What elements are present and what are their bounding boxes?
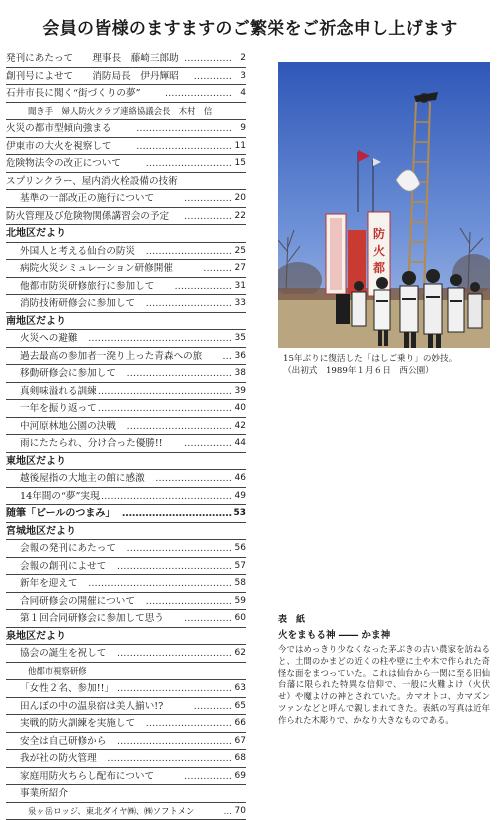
toc-page-number: 69 [235, 768, 246, 785]
toc-leader-dots: ……………………… [146, 243, 232, 260]
toc-leader-dots: …………………………… [126, 418, 232, 435]
toc-page-number: 38 [235, 365, 246, 382]
toc-entry [6, 558, 246, 576]
toc-entry-title: 第１回合同研修会に参加して思う [20, 610, 164, 627]
toc-page-number: 3 [240, 68, 246, 85]
toc-page-number: 49 [235, 488, 246, 505]
toc-page-number: 36 [235, 348, 246, 365]
toc-entry [6, 85, 246, 103]
caption-line-1: 15年ぶりに復活した「はしご乗り」の妙技。 [283, 353, 493, 365]
toc-entry-title: 泉ヶ岳ロッジ、東北ダイヤ㈱、㈱ソフトメン [28, 803, 194, 820]
toc-entry [6, 715, 246, 733]
toc-leader-dots: …………………………………… [98, 488, 232, 505]
toc-page-number: 25 [235, 243, 246, 260]
table-of-contents [6, 50, 246, 820]
toc-entry-title: 会報の創刊によせて [20, 558, 106, 575]
toc-entry [6, 750, 246, 768]
toc-page-number: 9 [240, 120, 246, 137]
toc-page-number: 65 [235, 698, 246, 715]
ladder-acrobatics-photo [278, 62, 490, 348]
toc-page-number: 31 [235, 278, 246, 295]
toc-leader-dots: …………… [184, 50, 232, 67]
toc-entry-title: 宮城地区だより [6, 523, 76, 540]
toc-entry [6, 435, 246, 453]
toc-entry [6, 190, 246, 208]
toc-entry-title: 協会の誕生を祝して [20, 645, 106, 662]
toc-entry [6, 418, 246, 436]
toc-entry [6, 50, 246, 68]
toc-leader-dots: ……………… [174, 278, 232, 295]
toc-page-number: 58 [235, 575, 246, 592]
toc-page-number: 15 [235, 155, 246, 172]
toc-leader-dots: … [222, 348, 232, 365]
toc-entry-title: 外国人と考える仙台の防災 [20, 243, 135, 260]
toc-entry [6, 698, 246, 716]
toc-entry [6, 208, 246, 226]
caption-line-2: （出初式 1989年１月６日 西公園） [283, 365, 493, 377]
toc-leader-dots: ………… [194, 698, 232, 715]
toc-leader-dots: ……………………………… [117, 645, 232, 662]
toc-entry-title: 消防技術研修会に参加して [20, 295, 135, 312]
toc-page-number: 39 [235, 383, 246, 400]
cover-title: 火をまもる神 ―― かま神 [278, 627, 490, 641]
toc-entry [6, 593, 246, 611]
toc-entry [6, 470, 246, 488]
toc-entry-title: 基準の一部改正の施行について [20, 190, 154, 207]
toc-leader-dots: ……………………… [146, 295, 232, 312]
toc-entry [6, 103, 246, 121]
toc-section-heading [6, 628, 246, 646]
toc-leader-dots: ……………………… [146, 155, 232, 172]
toc-entry-title: 南地区だより [6, 313, 66, 330]
toc-page-number: 20 [235, 190, 246, 207]
toc-entry-title: 聞き手 婦人防火クラブ連絡協議会長 木村 信 [28, 103, 212, 120]
toc-page-number: 66 [235, 715, 246, 732]
toc-leader-dots: ……… [203, 260, 232, 277]
toc-entry [6, 383, 246, 401]
toc-entry-title: 北地区だより [6, 225, 66, 242]
toc-entry [6, 680, 246, 698]
toc-leader-dots: ………… [194, 68, 232, 85]
toc-entry-title: 実戦的防火訓練を実施して [20, 715, 135, 732]
toc-entry-title: 「女性２名、参加!!」 [20, 680, 114, 697]
toc-page-number: 70 [235, 803, 246, 820]
toc-entry [6, 155, 246, 173]
toc-entry [6, 243, 246, 261]
toc-entry-title: 新年を迎えて [20, 575, 78, 592]
toc-entry-title: 事業所紹介 [20, 785, 68, 802]
photo-caption [283, 353, 493, 377]
svg-text:火: 火 [373, 243, 385, 258]
cover-label: 表 紙 [278, 612, 490, 625]
toc-leader-dots: …………………………………… [98, 400, 232, 417]
toc-entry-title: 創刊号によせて 消防局長 伊丹輝昭 [6, 68, 179, 85]
toc-entry-title: 過去最高の参加者一溌り上った青森への旅 [20, 348, 202, 365]
toc-entry-title: 中河原林地公園の決戦 [20, 418, 116, 435]
toc-entry-title: 病院火災シミュレーション研修開催 [20, 260, 173, 277]
svg-text:都: 都 [372, 260, 386, 275]
toc-section-heading [6, 313, 246, 331]
toc-entry [6, 645, 246, 663]
toc-entry-title: 発刊にあたって 理事長 藤崎三郎助 [6, 50, 179, 67]
toc-entry [6, 68, 246, 86]
toc-entry [6, 173, 246, 191]
toc-entry [6, 785, 246, 803]
toc-entry-title: 他都市視察研修 [28, 663, 87, 680]
toc-entry-title: 越後屋指の大地主の館に感激 [20, 470, 145, 487]
toc-entry-title: 危険物法令の改正について [6, 155, 121, 172]
toc-page-number: 11 [235, 138, 246, 155]
toc-entry [6, 348, 246, 366]
toc-leader-dots: ……………………………………… [88, 575, 232, 592]
toc-leader-dots: ……………………………… [117, 680, 232, 697]
toc-page-number: 56 [235, 540, 246, 557]
toc-leader-dots: …………………… [155, 470, 232, 487]
toc-entry-title: 一年を振り返って [20, 400, 97, 417]
toc-leader-dots: ……………………………………… [88, 330, 232, 347]
toc-page-number: 4 [240, 85, 246, 102]
toc-page-number: 42 [235, 418, 246, 435]
toc-section-heading [6, 505, 246, 523]
toc-leader-dots: …………………………………… [98, 383, 232, 400]
toc-page-number: 40 [235, 400, 246, 417]
toc-page-number: 27 [235, 260, 246, 277]
toc-entry-title: 我が社の防火管理 [20, 750, 97, 767]
toc-entry-title: 14年間の“夢”実現 [20, 488, 100, 505]
toc-leader-dots: ………………………… [136, 120, 232, 137]
toc-entry [6, 663, 246, 681]
toc-entry-title: 会報の発刊にあたって [20, 540, 116, 557]
cover-body: 今ではめっきり少なくなった茅ぶきの古い農家を訪ねると、土間のかまどの近くの柱や壁に土や木で作られた奇怪な面をまつっていた。これは仙台から一関に至る旧仙台藩に限られた特異な信仰で、一般に火難よけ（火伏せ）や魔よけの神とされていた。カマオトコ、カマズンツァンなどと呼んで親しまれてきた。表紙の写真は近年作られた木彫りで、かなり大きなものである。 [278, 644, 490, 727]
toc-page-number: 53 [233, 505, 246, 522]
page-header: 会員の皆様のますますのご繁栄をご祈念申し上げます [0, 14, 500, 39]
toc-entry-title: 他都市防災研修旅行に参加して [20, 278, 154, 295]
toc-entry-title: 田んぼの中の温泉宿は美人揃い!? [20, 698, 163, 715]
toc-entry-title: 防火管理及び危険物関係講習会の予定 [6, 208, 169, 225]
toc-leader-dots: …………… [184, 208, 232, 225]
toc-leader-dots: …………… [184, 435, 232, 452]
toc-page-number: 44 [235, 435, 246, 452]
toc-entry-title: 伊東市の大火を視察して [6, 138, 112, 155]
toc-entry [6, 295, 246, 313]
toc-page-number: 46 [235, 470, 246, 487]
toc-entry [6, 330, 246, 348]
toc-entry-title: 移動研修会に参加して [20, 365, 116, 382]
toc-entry-title: 合同研修会の開催について [20, 593, 135, 610]
toc-leader-dots: …………… [184, 610, 232, 627]
toc-page-number: 67 [235, 733, 246, 750]
toc-entry [6, 768, 246, 786]
toc-entry-title: 雨にたたられ、分け合った優勝!! [20, 435, 163, 452]
toc-page-number: 59 [235, 593, 246, 610]
toc-entry-title: 火災への避難 [20, 330, 78, 347]
toc-entry [6, 610, 246, 628]
toc-leader-dots: …………………………… [126, 540, 232, 557]
toc-leader-dots: …………… [184, 768, 232, 785]
toc-leader-dots: … [224, 803, 232, 820]
toc-page-number: 57 [235, 558, 246, 575]
toc-entry-title: 家庭用防火ちらし配布について [20, 768, 154, 785]
toc-page-number: 22 [235, 208, 246, 225]
toc-section-heading [6, 523, 246, 541]
toc-entry-title: 東地区だより [6, 453, 66, 470]
toc-entry [6, 575, 246, 593]
toc-entry [6, 138, 246, 156]
toc-leader-dots: ……………………… [146, 715, 232, 732]
cover-description [278, 612, 490, 727]
toc-entry-title: 石井市長に聞く“街づくりの夢” [6, 85, 141, 102]
toc-entry-title: スプリンクラー、屋内消火栓設備の技術 [6, 173, 178, 190]
toc-entry [6, 120, 246, 138]
toc-entry-title: 随筆「ビールのつまみ」 [6, 505, 115, 522]
toc-entry-title: 泉地区だより [6, 628, 66, 645]
toc-entry [6, 733, 246, 751]
toc-section-heading [6, 453, 246, 471]
toc-entry [6, 540, 246, 558]
toc-leader-dots: ………………… [165, 85, 232, 102]
svg-text:防: 防 [373, 226, 385, 241]
toc-leader-dots: …………………………… [122, 505, 232, 522]
toc-leader-dots: ……………………………… [117, 558, 232, 575]
toc-page-number: 35 [235, 330, 246, 347]
toc-page-number: 63 [235, 680, 246, 697]
toc-page-number: 60 [235, 610, 246, 627]
toc-page-number: 62 [235, 645, 246, 662]
toc-entry [6, 488, 246, 506]
toc-entry [6, 278, 246, 296]
toc-entry-title: 真剣味溢れる訓練 [20, 383, 97, 400]
toc-leader-dots: ………………………………… [107, 750, 232, 767]
toc-entry [6, 803, 246, 820]
toc-page-number: 2 [240, 50, 246, 67]
toc-leader-dots: …………… [184, 190, 232, 207]
toc-entry-title: 安全は自己研修から [20, 733, 106, 750]
toc-leader-dots: ………………………… [136, 138, 232, 155]
toc-entry-title: 火災の都市型傾向強まる [6, 120, 112, 137]
toc-entry [6, 365, 246, 383]
toc-page-number: 33 [235, 295, 246, 312]
toc-section-heading [6, 225, 246, 243]
toc-leader-dots: …………………………… [126, 365, 232, 382]
toc-page-number: 68 [235, 750, 246, 767]
toc-entry [6, 260, 246, 278]
toc-entry [6, 400, 246, 418]
toc-leader-dots: ……………………… [146, 593, 232, 610]
toc-leader-dots: ……………………………… [117, 733, 232, 750]
